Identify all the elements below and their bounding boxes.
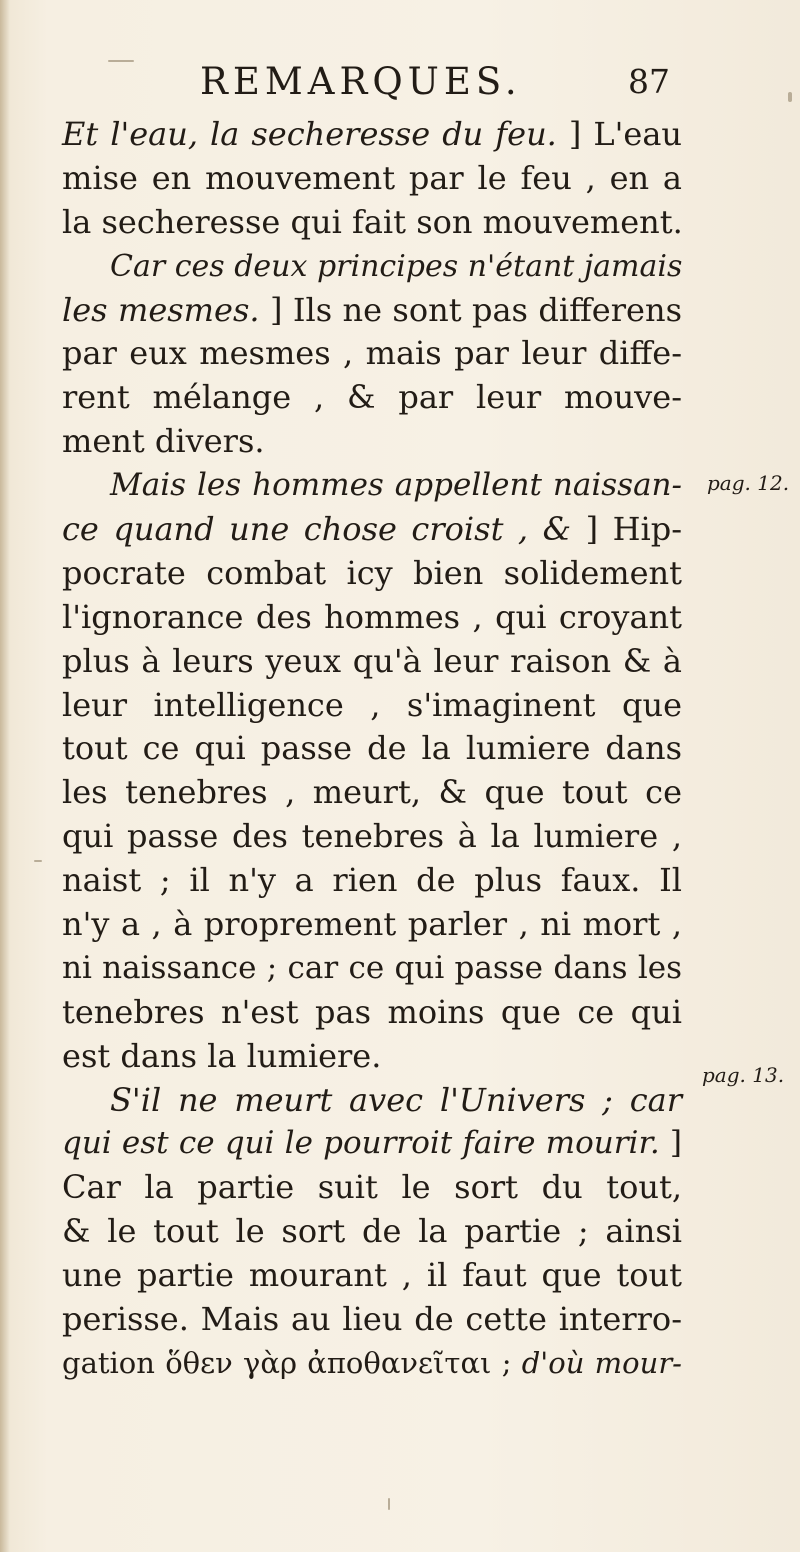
text-line: [62, 771, 682, 815]
commentary-text: n'y a , à proprement parler , ni mort ,: [62, 905, 682, 944]
running-title: REMARQUES.: [200, 60, 522, 103]
commentary-text: ]: [659, 1125, 683, 1162]
greek-text: ὅθεν γὰρ ἀποθανεῖται ;: [165, 1345, 512, 1380]
body-text: [62, 113, 682, 1386]
commentary-text: qui passe des tenebres à la lumiere ,: [62, 817, 682, 856]
text-line: [62, 113, 682, 157]
text-line: [62, 903, 682, 947]
text-line: [62, 1254, 682, 1298]
commentary-text: ni naissance ; car ce qui passe dans les: [62, 949, 682, 986]
paper-speck: [108, 60, 134, 62]
commentary-text: les tenebres , meurt, & que tout ce: [62, 773, 682, 812]
lemma-italic: les mesmes.: [62, 290, 260, 329]
commentary-text: naist ; il n'y a rien de plus faux. Il: [62, 861, 682, 900]
lemma-italic: Et l'eau, la secheresse du feu.: [62, 115, 557, 153]
text-line: [62, 1298, 682, 1342]
commentary-text: est dans la lumiere.: [62, 1036, 382, 1075]
text-line: [62, 947, 682, 991]
commentary-text: pocrate combat icy bien solidement: [62, 553, 682, 592]
page-edge-shadow: [0, 0, 10, 1552]
text-line: [62, 245, 682, 289]
text-line: [62, 1079, 682, 1123]
commentary-text: gation: [62, 1345, 166, 1380]
commentary-text: ment divers.: [62, 422, 265, 461]
margin-note-page-ref: pag. 13.: [702, 1063, 785, 1087]
commentary-text: & le tout le sort de la partie ; ainsi: [62, 1212, 682, 1251]
commentary-text: mise en mouvement par le feu , en a: [62, 158, 682, 197]
text-line: [62, 464, 682, 508]
margin-note-page-ref: pag. 12.: [707, 471, 790, 495]
commentary-text: leur intelligence , s'imaginent que: [62, 685, 682, 724]
commentary-text: tout ce qui passe de la lumiere dans: [62, 729, 682, 768]
commentary-text: la secheresse qui fait son mouvement.: [62, 202, 683, 241]
text-line: [62, 991, 682, 1035]
paper-speck: [34, 860, 42, 862]
page-number: 87: [628, 62, 670, 101]
text-line: [62, 1342, 682, 1386]
text-line: [62, 376, 682, 420]
commentary-text: rent mélange , & par leur mouve-: [62, 378, 682, 417]
paper-speck: [388, 1498, 390, 1510]
lemma-italic: Car ces deux principes n'étant jamais: [110, 248, 683, 284]
lemma-italic: S'il ne meurt avec l'Univers ; car: [110, 1080, 682, 1119]
text-line: [62, 1035, 682, 1079]
text-line: [62, 596, 682, 640]
text-line: [62, 157, 682, 201]
commentary-text: par eux mesmes , mais par leur diffe-: [62, 334, 682, 373]
text-line: [62, 289, 682, 333]
text-line: [62, 201, 682, 245]
commentary-text: tenebres n'est pas moins que ce qui: [62, 992, 682, 1031]
lemma-italic: d'où mour-: [511, 1345, 682, 1380]
text-line: [62, 684, 682, 728]
text-line: [62, 1122, 682, 1166]
text-line: [62, 508, 682, 552]
commentary-text: ] L'eau: [556, 115, 683, 153]
lemma-italic: ce quand une chose croist , &: [62, 510, 572, 549]
text-line: [62, 859, 682, 903]
commentary-text: ] Ils ne sont pas differens: [259, 290, 683, 329]
text-line: [62, 1210, 682, 1254]
commentary-text: Car la partie suit le sort du tout,: [62, 1168, 682, 1207]
text-line: [62, 815, 682, 859]
lemma-italic: Mais les hommes appellent naissan-: [110, 467, 682, 504]
text-line: [62, 640, 682, 684]
text-line: [62, 1166, 682, 1210]
commentary-text: perisse. Mais au lieu de cette interro-: [62, 1300, 682, 1339]
commentary-text: l'ignorance des hommes , qui croyant: [62, 597, 682, 636]
lemma-italic: qui est ce qui le pourroit faire mourir.: [62, 1125, 660, 1162]
commentary-text: ] Hip-: [571, 510, 683, 549]
commentary-text: une partie mourant , il faut que tout: [62, 1256, 682, 1295]
paper-speck: [788, 92, 792, 102]
text-line: [62, 727, 682, 771]
page-header: [200, 62, 670, 102]
commentary-text: plus à leurs yeux qu'à leur raison & à: [62, 641, 682, 680]
text-line: [62, 332, 682, 376]
text-line: [62, 420, 682, 464]
text-line: [62, 552, 682, 596]
